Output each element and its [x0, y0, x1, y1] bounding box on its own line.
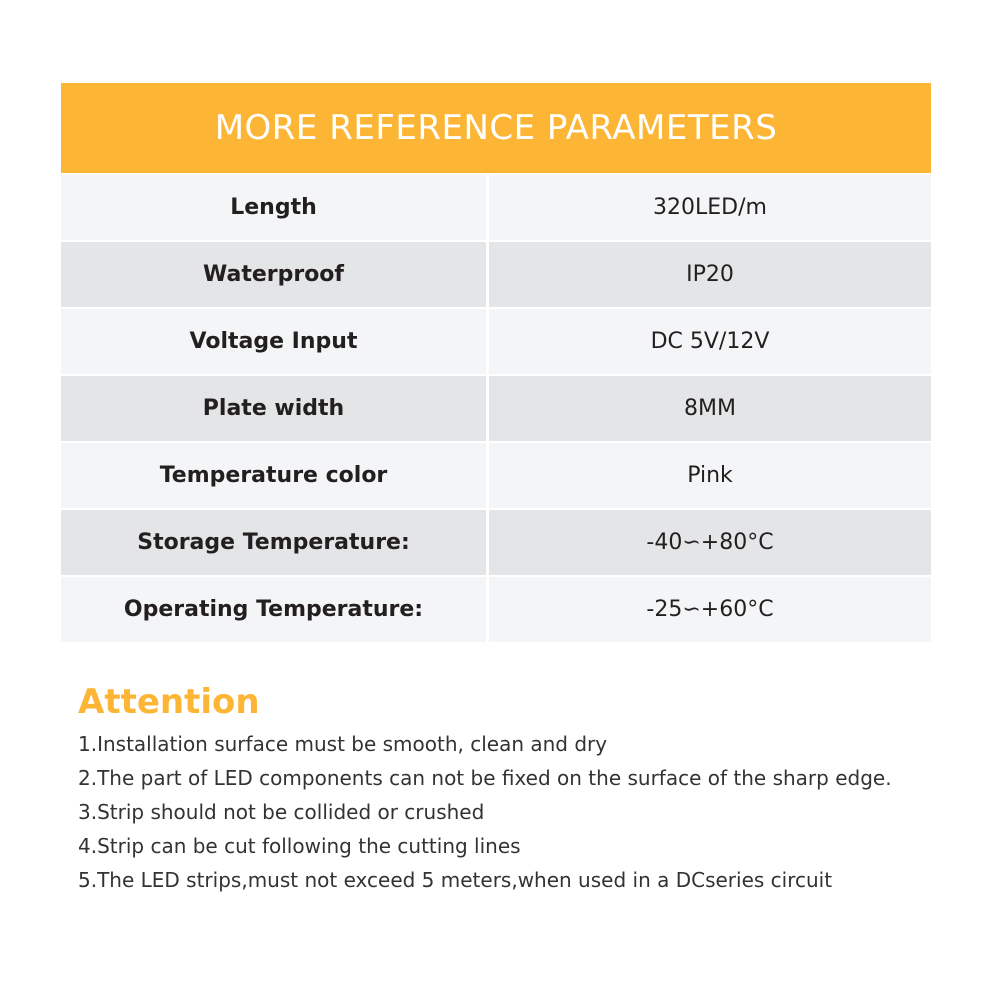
attention-title: Attention [78, 682, 260, 722]
parameter-row [61, 175, 931, 240]
attention-note: 4.Strip can be cut following the cutting lines [78, 834, 521, 858]
parameters-banner [61, 83, 931, 173]
parameter-value: -25∽+60°C [489, 577, 931, 642]
attention-note: 1.Installation surface must be smooth, clean and dry [78, 732, 608, 756]
parameter-value: -40∽+80°C [489, 510, 931, 575]
parameter-label: Storage Temperature: [61, 510, 486, 575]
parameter-label: Operating Temperature: [61, 577, 486, 642]
parameter-row [61, 510, 931, 575]
parameter-row [61, 309, 931, 374]
parameter-row [61, 376, 931, 441]
parameter-row [61, 443, 931, 508]
banner-title: MORE REFERENCE PARAMETERS [214, 108, 778, 148]
parameter-row [61, 577, 931, 642]
parameter-label: Temperature color [61, 443, 486, 508]
parameter-value: IP20 [489, 242, 931, 307]
parameter-label: Waterproof [61, 242, 486, 307]
parameters-table [61, 175, 931, 642]
parameter-value: 320LED/m [489, 175, 931, 240]
parameter-label: Plate width [61, 376, 486, 441]
attention-section [78, 677, 958, 897]
parameter-label: Length [61, 175, 486, 240]
parameter-value: Pink [489, 443, 931, 508]
attention-note: 2.The part of LED components can not be fixed on the surface of the sharp edge. [78, 766, 892, 790]
attention-note: 5.The LED strips,must not exceed 5 meters,when used in a DCseries circuit [78, 868, 833, 892]
attention-note: 3.Strip should not be collided or crushed [78, 800, 485, 824]
parameter-label: Voltage Input [61, 309, 486, 374]
parameter-value: 8MM [489, 376, 931, 441]
parameter-row [61, 242, 931, 307]
parameter-value: DC 5V/12V [489, 309, 931, 374]
